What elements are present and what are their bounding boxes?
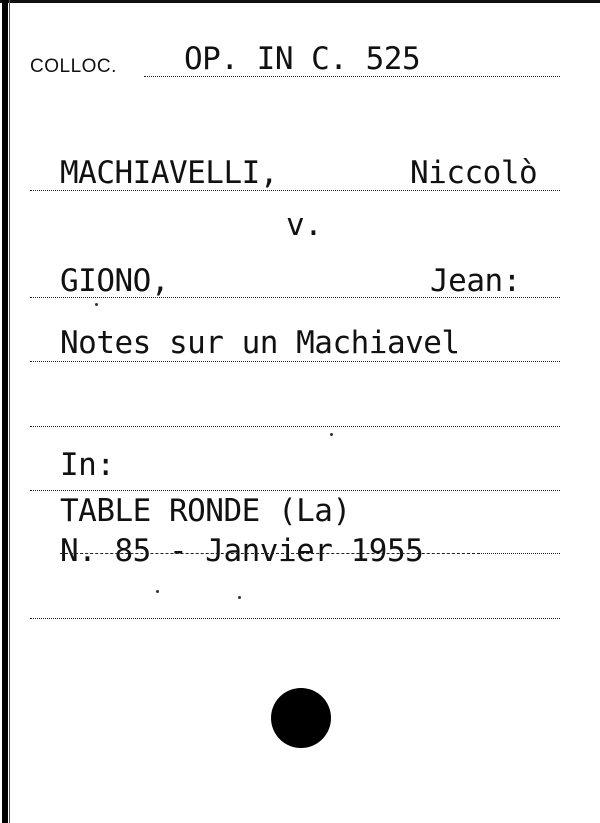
second-author-given-name: Jean:: [430, 263, 521, 299]
second-author-surname: GIONO,: [60, 263, 169, 299]
issue-strike-line: [60, 553, 480, 554]
paper-speck: [238, 596, 241, 599]
rule-line-3: [30, 297, 560, 298]
card-top-edge: [0, 0, 600, 3]
work-title: Notes sur un Machiavel: [60, 325, 460, 361]
paper-speck: [156, 590, 159, 593]
paper-speck: [95, 303, 98, 306]
author-given-name: Niccolò: [410, 155, 538, 191]
rule-line-6: [30, 490, 560, 491]
punch-hole: [271, 688, 331, 748]
paper-speck: [330, 433, 333, 436]
issue-info: N. 85 - Janvier 1955: [60, 533, 424, 569]
rule-line-5: [30, 426, 560, 427]
card-left-edge: [2, 0, 8, 823]
colloc-label: COLLOC.: [30, 56, 117, 77]
author-surname: MACHIAVELLI,: [60, 155, 278, 191]
card-left-edge-inner: [9, 0, 10, 823]
rule-line-2: [30, 190, 560, 191]
in-label: In:: [60, 447, 115, 483]
rule-line-4: [30, 361, 560, 362]
rule-line-7: [478, 553, 560, 554]
call-number: OP. IN C. 525: [184, 41, 421, 77]
rule-line-1: [144, 76, 560, 77]
rule-line-8: [30, 618, 560, 619]
versus-label: v.: [286, 207, 323, 243]
publication-title: TABLE RONDE (La): [60, 493, 351, 529]
